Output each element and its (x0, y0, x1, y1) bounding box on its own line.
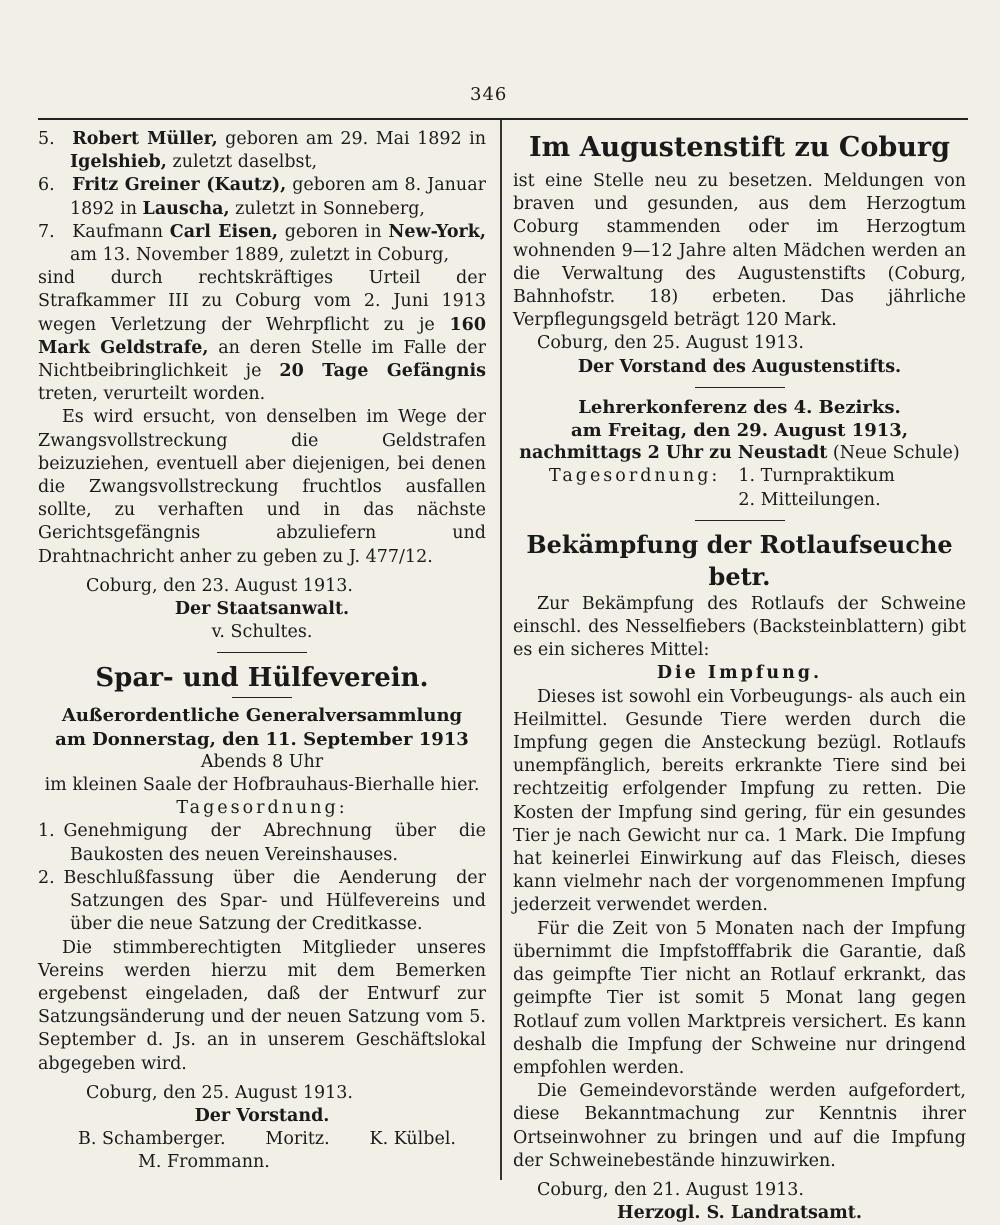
rotlauf-heading: Die Impfung. (656, 663, 823, 684)
list-item: 5. Robert Müller, geboren am 29. Mai 1892 in Igelshieb, zuletzt daselbst, (38, 129, 487, 173)
rotlauf-paragraph: Für die Zeit von 5 Monaten nach der Impfung übernimmt die Impfstofffabrik die Garantie, daß das geimpfte Tier nicht an Rotlauf erkrankt, das geimpfte Tier ist somit 5 Monat lang gegen Rotlauf zum vollen Marktpreis versichert. Es kann deshalb die Impfung der Schweine nur dringend empfohlen werden. (513, 918, 966, 1078)
agenda-item: 1. Genehmigung der Abrechnung über die Baukosten des neuen Vereinshauses. (38, 821, 486, 865)
agenda-label: Tagesordnung: (176, 798, 348, 819)
section-rule (217, 652, 307, 653)
date-line: Coburg, den 21. August 1913. (537, 1179, 804, 1200)
header-rule (38, 118, 968, 120)
agenda-item: 1. Turnpraktikum (738, 466, 895, 487)
conference-date: am Freitag, den 29. August 1913, (570, 420, 909, 442)
signature-name: M. Frommann. (138, 1152, 270, 1173)
conference-agenda (513, 465, 966, 511)
date-line: Coburg, den 23. August 1913. (86, 575, 353, 596)
section-title-spar: Spar- und Hülfeverein. (95, 663, 429, 694)
date-line: Coburg, den 25. August 1913. (537, 333, 804, 354)
page-number: 346 (470, 84, 508, 105)
column-divider (500, 120, 502, 1180)
request-paragraph: Es wird ersucht, von denselben im Wege der Zwangsvollstreckung die Geldstrafen beizuziehen, eventuell aber diejenigen, bei denen die Zwangsvollstreckung fruchtlos ausfallen sollte, zu verhaften und in das nächste Gerichtsgefängnis abzuliefern und Drahtnachricht anher zu geben zu J. 477/12. (38, 407, 486, 567)
assembly-time: Abends 8 Uhr (200, 751, 324, 772)
signer-title: Der Staatsanwalt. (174, 599, 350, 620)
signature-name: Moritz. (265, 1129, 330, 1150)
signer-title: Der Vorstand. (194, 1105, 330, 1126)
signature-name: B. Schamberger. (78, 1129, 226, 1150)
assembly-place: im kleinen Saale der Hofbrauhaus-Bierhalle hier. (44, 775, 480, 796)
list-item: 7. Kaufmann Carl Eisen, geboren in New-York, am 13. November 1889, zuletzt in Coburg, (38, 221, 486, 266)
assembly-date: am Donnerstag, den 11. September 1913 (55, 728, 469, 750)
invite-paragraph: Die stimmberechtigten Mitglieder unseres Vereins werden hierzu mit dem Bemerken ergebenst eingeladen, daß der Entwurf zur Satzungsänderung und der neuen Satzung vom 5. September d. Js. an in unserem Geschäftslokal abgegeben wird. (38, 937, 486, 1074)
section-rule (695, 387, 785, 388)
list-item: 6. Fritz Greiner (Kautz), geboren am 8. Januar 1892 in Lauscha, zuletzt in Sonneberg, (38, 175, 486, 219)
section-title-stift: Im Augustenstift zu Coburg (528, 132, 951, 163)
conference-title: Lehrerkonferenz des 4. Bezirks. (578, 396, 901, 418)
rotlauf-intro: Zur Bekämpfung des Rotlaufs der Schweine einschl. des Nesselfiebers (Backsteinblattern) gibt es ein sicheres Mittel: (513, 593, 966, 661)
signer-title: Der Vorstand des Augustenstifts. (577, 356, 902, 377)
conference-place: nachmittags 2 Uhr zu Neustadt (Neue Schule) (519, 443, 960, 464)
assembly-title: Außerordentliche Generalversammlung (61, 705, 463, 727)
rotlauf-paragraph: Die Gemeindevorstände werden aufgefordert, diese Bekanntmachung zur Kenntnis ihrer Ortseinwohner zu bringen und auf die Impfung der Schweinebestände hinzuwirken. (513, 1081, 966, 1171)
signature-name: K. Külbel. (369, 1129, 456, 1150)
signer-title: Herzogl. S. Landratsamt. (617, 1203, 862, 1224)
signer-name: v. Schultes. (211, 622, 313, 643)
left-column (38, 128, 486, 1175)
title-underline (232, 697, 292, 698)
stift-paragraph: ist eine Stelle neu zu besetzen. Meldungen von braven und gesunden, aus dem Herzogtum Coburg stammenden oder im Herzogtum wohnenden 9—12 Jahre alten Mädchen werden an die Verwaltung des Augustenstifts (Coburg, Bahnhofstr. 18) erbeten. Das jährliche Verpflegungsgeld beträgt 120 Mark. (513, 171, 966, 331)
verdict-paragraph: sind durch rechtskräftiges Urteil der Strafkammer III zu Coburg vom 2. Juni 1913 wegen Verletzung der Wehrpflicht zu je 160 Mark Geldstrafe, an deren Stelle im Falle der Nichtbeibringlichkeit je 20 Tage Gefängnis treten, verurteilt worden. (38, 268, 486, 405)
agenda-label: Tagesordnung: (549, 466, 721, 487)
agenda-item: 2. Beschlußfassung über die Aenderung der Satzungen des Spar- und Hülfevereins und über die neue Satzung der Creditkasse. (38, 867, 486, 935)
rotlauf-paragraph: Dieses ist sowohl ein Vorbeugungs- als auch ein Heilmittel. Gesunde Tiere werden durch die Impfung gegen die Ansteckung bezügl. Rotlaufs unempfänglich, bereits erkrankte Tiere sind bei rechtzeitig erfolgender Impfung zu retten. Die Kosten der Impfung sind gering, für ein gesundes Tier je nach Gewicht nur ca. 1 Mark. Die Impfung hat keinerlei Einwirkung auf das Fleisch, dieses kann vielmehr nach der vorgenommenen Impfung jederzeit verwendet werden. (513, 686, 966, 916)
date-line: Coburg, den 25. August 1913. (86, 1082, 353, 1103)
section-title-rotlauf: Bekämpfung der Rotlaufseuche betr. (526, 529, 953, 591)
signatures (38, 1128, 486, 1151)
agenda-item: 2. Mitteilungen. (738, 489, 881, 510)
section-rule (695, 520, 785, 521)
right-column (513, 128, 966, 1225)
